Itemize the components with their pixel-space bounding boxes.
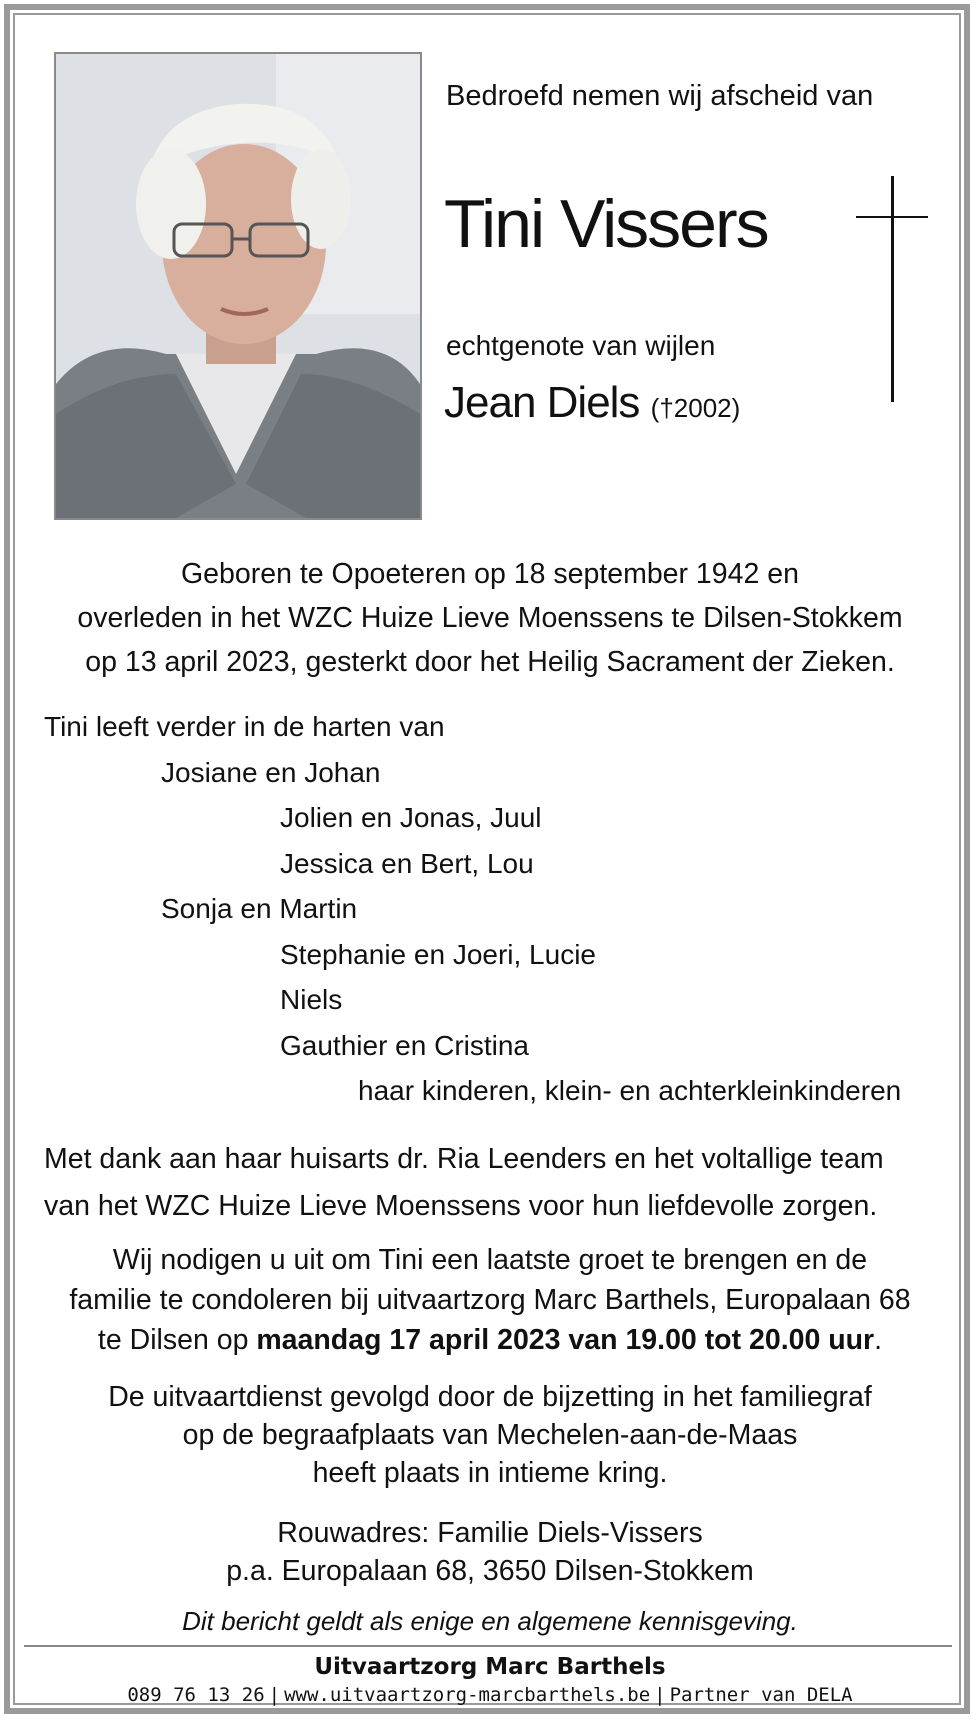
birth-line: Geboren te Opoeteren op 18 september 1942 en (181, 558, 799, 590)
invitation-suffix: . (874, 1324, 883, 1356)
footer-partner: Partner van DELA (669, 1684, 853, 1706)
child-name: Josiane en Johan (161, 756, 381, 788)
latin-cross-icon (856, 176, 928, 402)
invitation-paragraph (30, 1240, 950, 1360)
thanks-line: Met dank aan haar huisarts dr. Ria Leenders en het voltallige team (44, 1143, 884, 1175)
grandchild-name: Jolien en Jonas, Juul (280, 802, 542, 833)
footer-divider (24, 1645, 952, 1647)
grandchild-name: Gauthier en Cristina (280, 1029, 530, 1061)
invitation-prefix: te Dilsen op (97, 1324, 257, 1356)
mourning-address (30, 1514, 950, 1590)
footer-company-name: Uitvaartzorg Marc Barthels (314, 1654, 666, 1680)
thanks-line: van het WZC Huize Lieve Moenssens voor hun liefdevolle zorgen. (44, 1190, 878, 1222)
footer-separator: | (268, 1684, 281, 1706)
service-line: De uitvaartdienst gevolgd door de bijzetting in het familiegraf (108, 1381, 872, 1413)
spouse-line (444, 378, 740, 428)
service-line: heeft plaats in intieme kring. (312, 1457, 668, 1489)
invitation-line: familie te condoleren bij uitvaartzorg Marc Barthels, Europalaan 68 (69, 1284, 911, 1316)
invitation-line: Wij nodigen u uit om Tini een laatste groet te brengen en de (112, 1244, 868, 1276)
grandchild-name: Stephanie en Joeri, Lucie (280, 938, 596, 970)
deceased-name: Tini Vissers (444, 186, 768, 262)
family-intro: Tini leeft verder in de harten van (44, 711, 445, 742)
cross-horizontal-bar (856, 216, 928, 218)
footer-website[interactable]: www.uitvaartzorg-marcbarthels.be (284, 1684, 651, 1706)
grandchild-name: Jessica en Bert, Lou (280, 847, 534, 879)
portrait-photo (54, 52, 422, 520)
service-line: op de begraafplaats van Mechelen-aan-de-Maas (182, 1419, 798, 1451)
spouse-name: Jean Diels (444, 378, 640, 427)
visitation-time: maandag 17 april 2023 van 19.00 tot 20.00 uur (256, 1324, 875, 1356)
spouse-intro: echtgenote van wijlen (446, 330, 716, 361)
footer-contact (30, 1684, 950, 1706)
birth-death-paragraph (30, 552, 950, 684)
spouse-death-year: (†2002) (650, 393, 741, 423)
intro-text: Bedroefd nemen wij afscheid van (446, 80, 874, 112)
child-name: Sonja en Martin (161, 893, 358, 924)
address-line: p.a. Europalaan 68, 3650 Dilsen-Stokkem (226, 1555, 754, 1587)
invitation-line (30, 1320, 950, 1360)
notice-text: Dit bericht geldt als enige en algemene kennisgeving. (182, 1606, 798, 1636)
footer-separator: | (654, 1684, 666, 1706)
address-line: Rouwadres: Familie Diels-Vissers (277, 1517, 703, 1549)
cross-vertical-bar (891, 176, 894, 402)
family-summary: haar kinderen, klein- en achterkleinkinderen (358, 1075, 902, 1106)
grandchild-name: Niels (280, 984, 343, 1015)
death-date-line: op 13 april 2023, gesterkt door het Heilig Sacrament der Zieken. (85, 646, 895, 678)
family-list (44, 704, 944, 1114)
death-line: overleden in het WZC Huize Lieve Moenssens te Dilsen-Stokkem (77, 602, 903, 634)
footer-phone: 089 76 13 26 (127, 1684, 265, 1706)
service-paragraph (30, 1378, 950, 1492)
thanks-paragraph (44, 1136, 944, 1230)
